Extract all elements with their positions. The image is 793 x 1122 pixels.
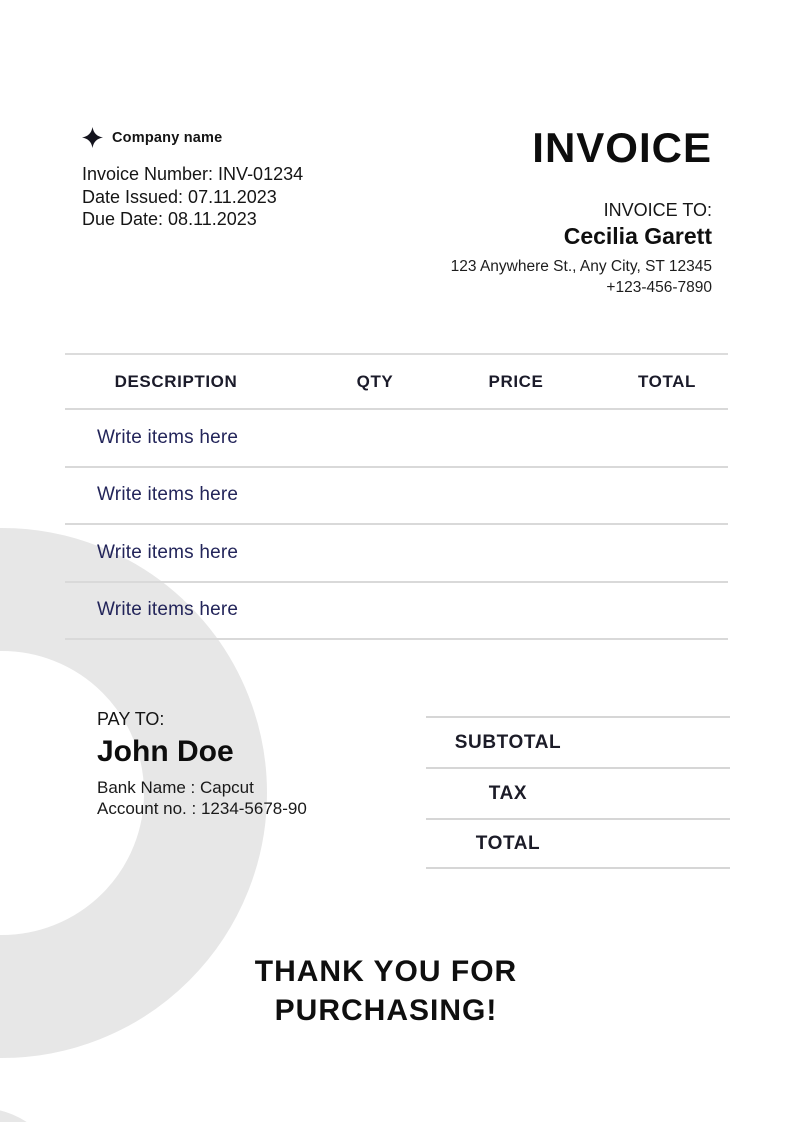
invoice-number: Invoice Number: INV-01234 (82, 164, 304, 184)
table-row (65, 410, 728, 468)
sparkle-icon (82, 127, 103, 148)
customer-phone: +123-456-7890 (606, 279, 712, 296)
item-description-placeholder[interactable]: Write items here (97, 541, 239, 563)
invoice-meta (82, 163, 303, 231)
background-corner-arc (0, 1108, 65, 1122)
column-header-total: TOTAL (637, 371, 697, 391)
company-name: Company name (112, 129, 223, 146)
pay-to-block (97, 708, 307, 819)
column-header-qty: QTY (356, 371, 394, 391)
totals-block (426, 716, 730, 869)
subtotal-label: SUBTOTAL (454, 731, 562, 753)
thank-you-line2: PURCHASING! (274, 994, 498, 1027)
thank-you-line1: THANK YOU FOR (254, 955, 518, 988)
invoice-to-label: INVOICE TO: (603, 200, 712, 220)
pay-to-label: PAY TO: (97, 709, 165, 729)
bank-name: Bank Name : Capcut (97, 778, 254, 797)
tax-label: TAX (488, 782, 528, 804)
invoice-header-right (451, 126, 712, 298)
customer-address: 123 Anywhere St., Any City, ST 12345 (450, 258, 712, 275)
table-row (65, 525, 728, 583)
item-description-placeholder[interactable]: Write items here (97, 599, 239, 621)
thank-you-note (0, 952, 772, 1030)
tax-row (426, 767, 730, 818)
table-row (65, 583, 728, 641)
table-row (65, 468, 728, 526)
item-description-placeholder[interactable]: Write items here (97, 484, 239, 506)
invoice-title: INVOICE (532, 124, 712, 171)
total-row (426, 818, 730, 869)
items-table (65, 353, 728, 640)
item-description-placeholder[interactable]: Write items here (97, 426, 239, 448)
due-date: Due Date: 08.11.2023 (82, 209, 257, 229)
column-header-description: DESCRIPTION (114, 371, 238, 391)
bank-details (97, 777, 307, 819)
total-label: TOTAL (475, 832, 541, 854)
customer-address-phone (451, 256, 712, 298)
company-brand (82, 127, 222, 148)
subtotal-row (426, 716, 730, 767)
column-header-price: PRICE (488, 371, 544, 391)
customer-name: Cecilia Garett (563, 223, 712, 249)
date-issued: Date Issued: 07.11.2023 (82, 186, 277, 207)
table-header-row (65, 353, 728, 410)
invoice-to-block (451, 199, 712, 298)
account-number: Account no. : 1234-5678-90 (97, 799, 307, 818)
payee-name: John Doe (97, 735, 234, 768)
